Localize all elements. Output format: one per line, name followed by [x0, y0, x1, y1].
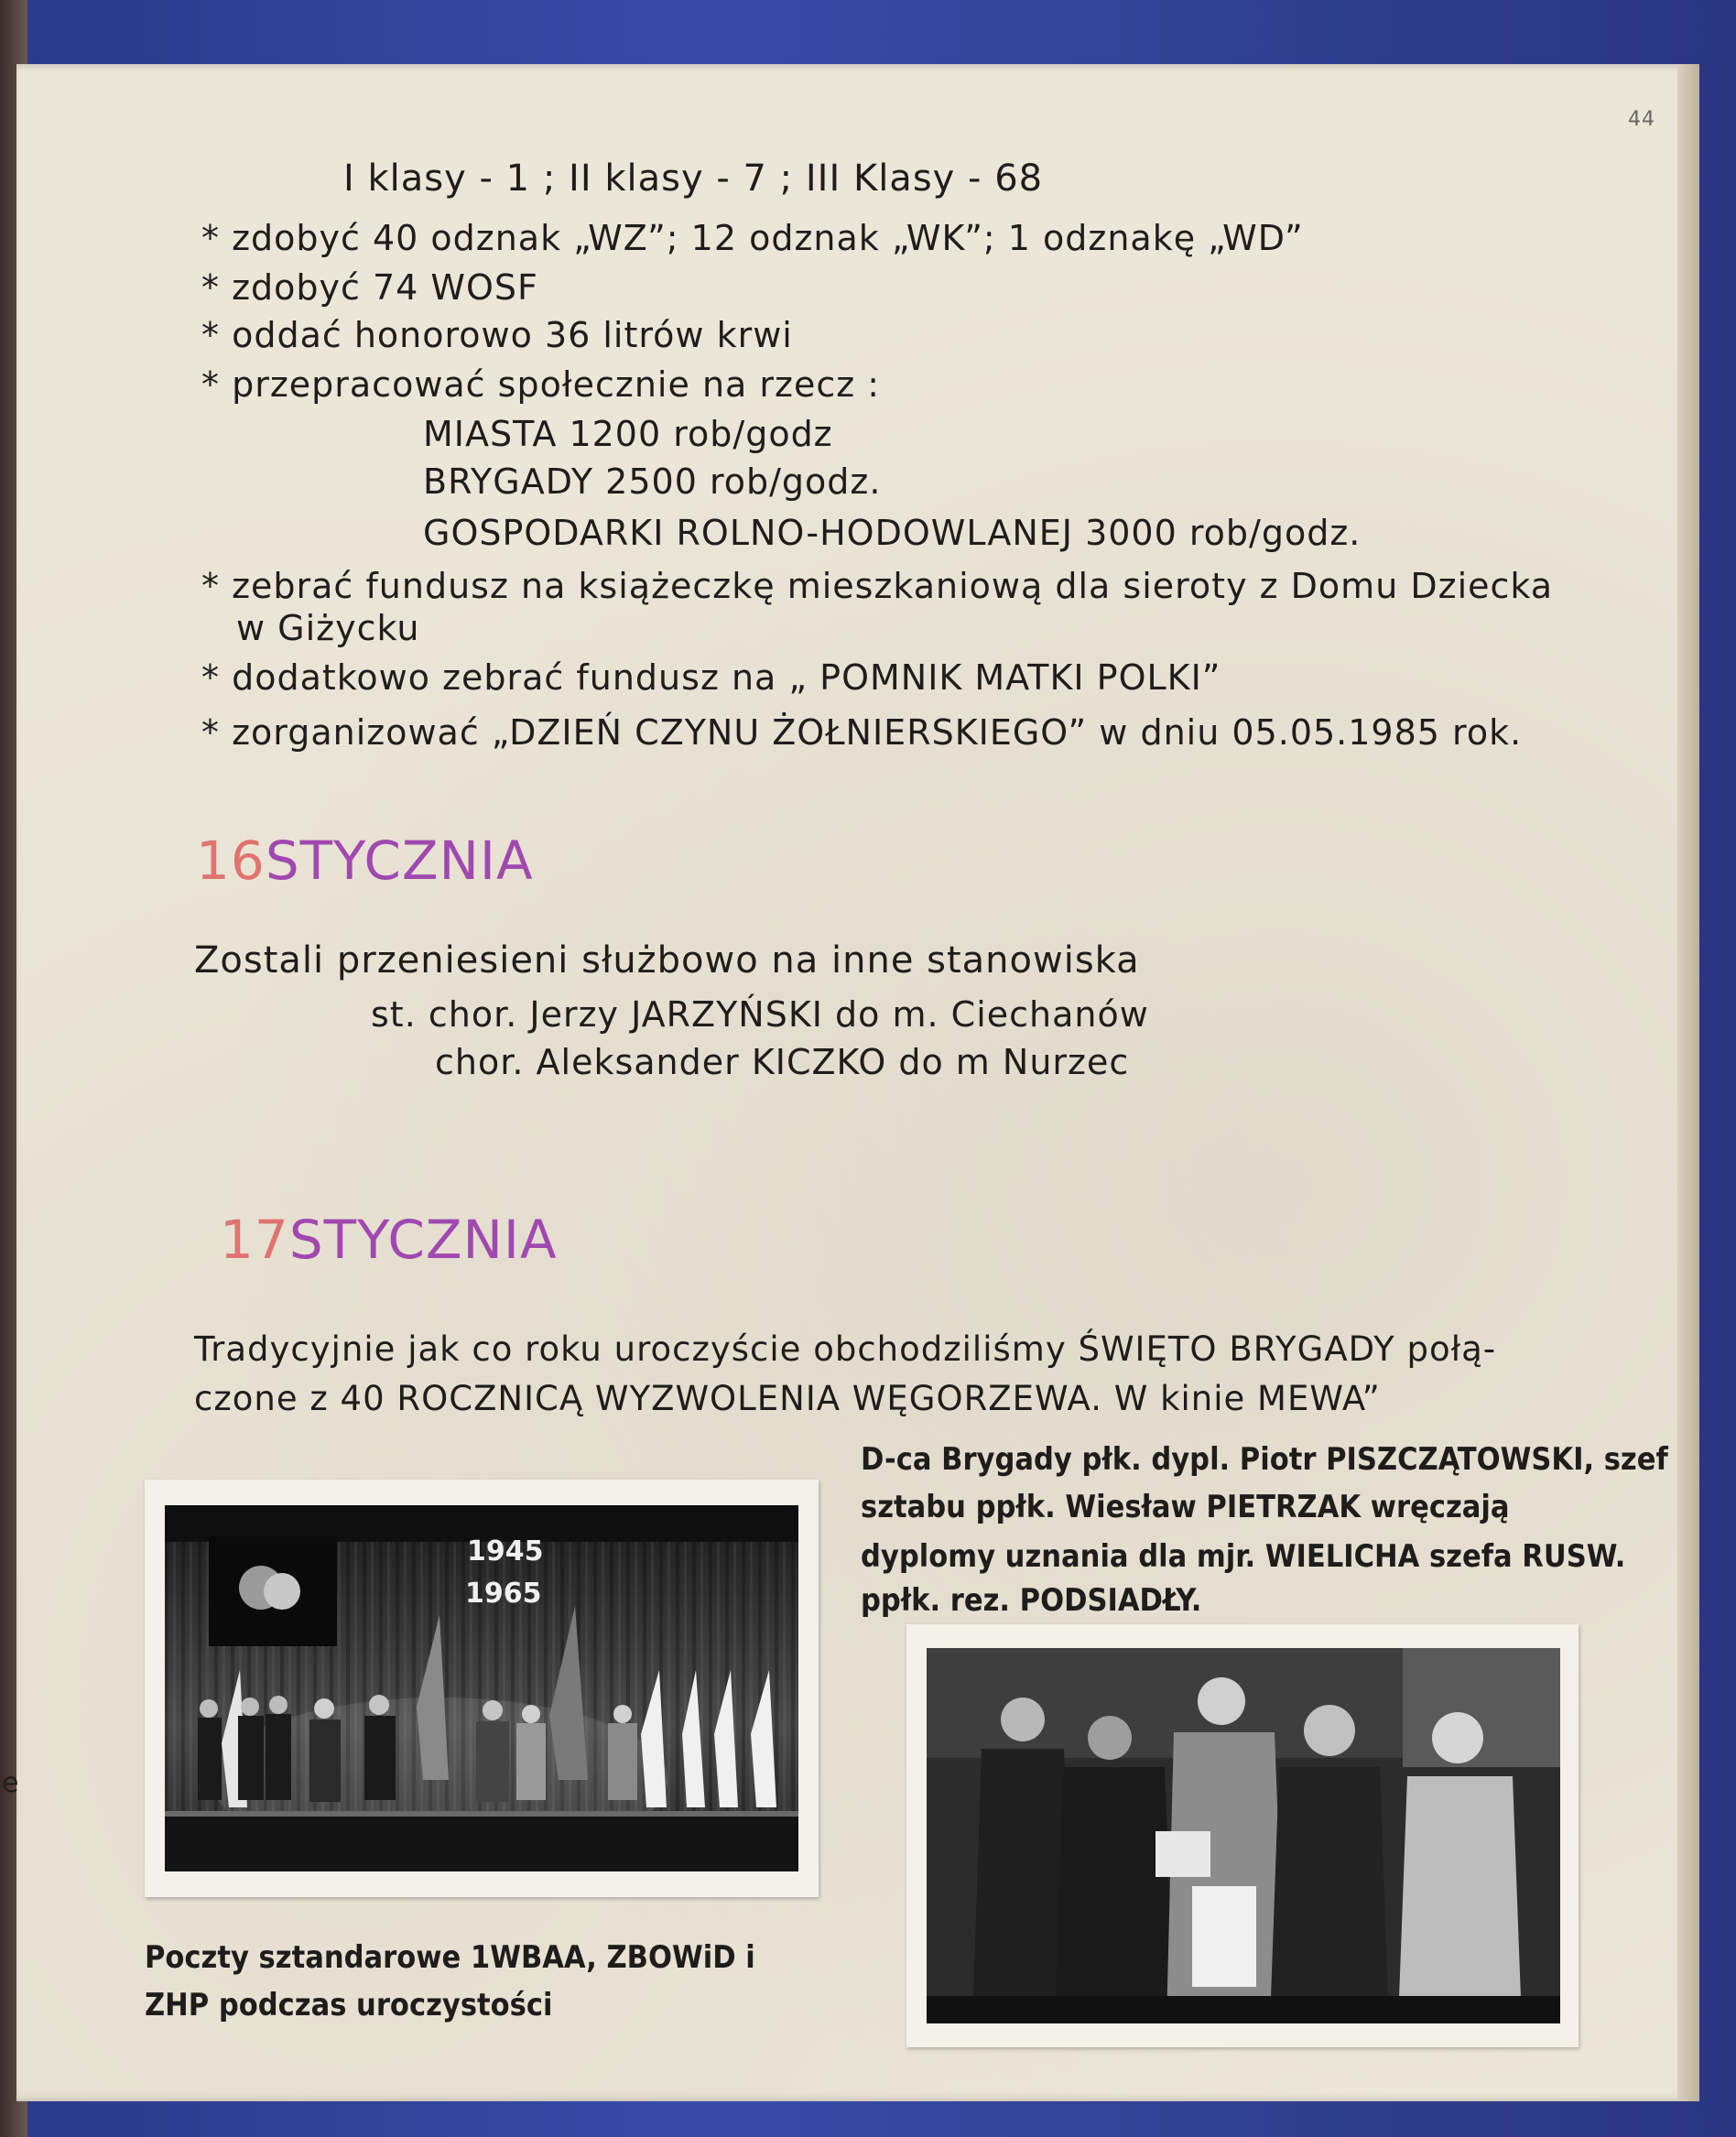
goals-item-day: * zorganizować „DZIEŃ CZYNU ŻOŁNIERSKIEGO” w dniu 05.05.1985 rok.	[201, 712, 1523, 753]
date-heading-16	[196, 830, 534, 892]
goals-work-brigade: BRYGADY 2500 rob/godz.	[423, 461, 882, 502]
photo-image	[927, 1648, 1560, 2023]
goals-item-wosf: * zdobyć 74 WOSF	[201, 267, 538, 308]
goals-item-work: * przepracować społecznie na rzecz :	[201, 364, 881, 405]
goals-class-counts: I klasy - 1 ; II klasy - 7 ; III Klasy - 68	[343, 157, 1044, 200]
page-number: 44	[1628, 108, 1655, 131]
transfer-intro: Zostali przeniesieni służbowo na inne stanowiska	[194, 939, 1140, 982]
date-month: STYCZNIA	[265, 830, 534, 892]
goals-item-fund: * zebrać fundusz na książeczkę mieszkaniową dla sieroty z Domu Dziecka	[201, 566, 1554, 606]
transfer-line-2: chor. Aleksander KICZKO do m Nurzec	[435, 1042, 1130, 1082]
year-text: 1965	[465, 1578, 542, 1610]
caption-line: ZHP podczas uroczystości	[145, 1987, 553, 2023]
celebration-line-1: Tradycyjnie jak co roku uroczyście obchodziliśmy ŚWIĘTO BRYGADY połą-	[194, 1329, 1497, 1369]
photo-image	[165, 1505, 798, 1871]
margin-note: e	[2, 1767, 20, 1799]
date-heading-17	[220, 1209, 558, 1271]
caption-line: dyplomy uznania dla mjr. WIELICHA szefa RUSW.	[861, 1538, 1626, 1575]
page-edge	[1677, 64, 1698, 2101]
caption-line: Poczty sztandarowe 1WBAA, ZBOWiD i	[145, 1939, 755, 1976]
photo-stage-color-guards	[145, 1480, 819, 1897]
goals-work-city: MIASTA 1200 rob/godz	[423, 414, 833, 454]
date-day: 16	[196, 830, 266, 892]
caption-line: ppłk. rez. PODSIADŁY.	[861, 1582, 1202, 1619]
caption-line: D-ca Brygady płk. dypl. Piotr PISZCZĄTOWSKI, szef	[861, 1441, 1668, 1478]
photo-award-ceremony	[906, 1624, 1579, 2047]
year-text: 1945	[467, 1535, 544, 1567]
caption-line: sztabu ppłk. Wiesław PIETRZAK wręczają	[861, 1489, 1510, 1525]
transfer-line-1: st. chor. Jerzy JARZYŃSKI do m. Ciechanów	[371, 994, 1149, 1035]
goals-item-monument: * dodatkowo zebrać fundusz na „ POMNIK MATKI POLKI”	[201, 657, 1221, 698]
celebration-line-2: czone z 40 ROCZNICĄ WYZWOLENIA WĘGORZEWA. W kinie MEWA”	[194, 1379, 1381, 1418]
goals-item-fund-place: w Giżycku	[236, 608, 420, 648]
goals-item-badges: * zdobyć 40 odznak „WZ”; 12 odznak „WK”; 1 odznakę „WD”	[201, 218, 1304, 258]
date-day: 17	[220, 1209, 289, 1271]
goals-work-farming: GOSPODARKI ROLNO-HODOWLANEJ 3000 rob/godz.	[423, 513, 1362, 553]
goals-item-blood: * oddać honorowo 36 litrów krwi	[201, 315, 793, 355]
date-month: STYCZNIA	[288, 1209, 558, 1271]
